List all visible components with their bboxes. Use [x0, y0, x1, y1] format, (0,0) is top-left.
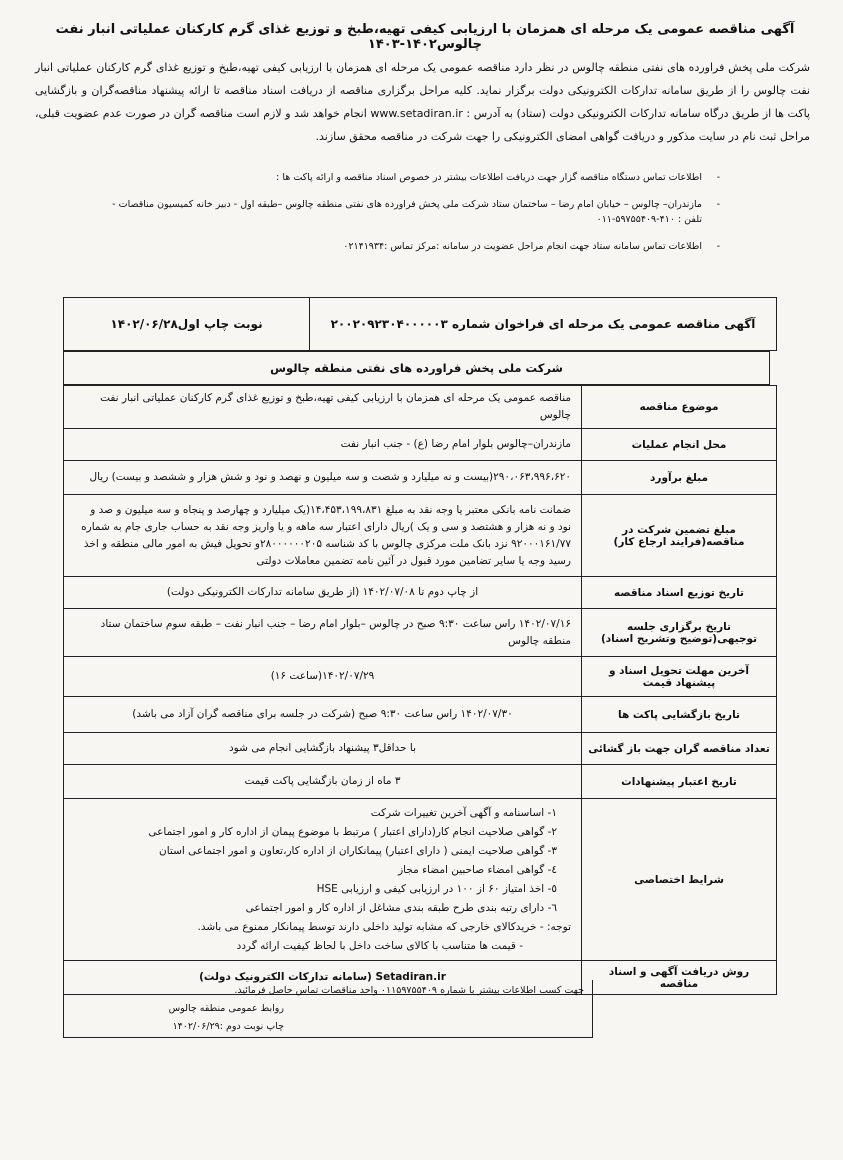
notice-header-box [63, 297, 777, 351]
footer-box [63, 980, 593, 1038]
tender-number-title: آگهی مناقصه عمومی یک مرحله ای فراخوان شماره ۲۰۰۲۰۹۲۳۰۴۰۰۰۰۰۳ [309, 298, 776, 350]
conditions-note-1: توجه: - خریدکالای خارجی که مشابه تولید داخلی دارند توسط پیمانکار ممنوع می باشد. [197, 920, 571, 933]
list-item: ٤- گواهی امضاء صاحبین امضاء مجاز [398, 863, 557, 876]
row-label: محل انجام عملیات [582, 429, 777, 461]
list-item: ۱- اساسنامه و آگهی آخرین تغییرات شرکت [370, 806, 557, 819]
contact-item-text: اطلاعات تماس دستگاه مناقصه گزار جهت دریافت اطلاعات بیشتر در خصوص اسناد مناقصه و ارائه پاکت ها : [276, 172, 702, 183]
row-label: آخرین مهلت تحویل اسناد و پیشنهاد قیمت [582, 657, 777, 697]
row-label: تاریخ اعتبار پیشنهادات [582, 765, 777, 799]
row-value: با حداقل۳ پیشنهاد بازگشایی انجام می شود [64, 733, 582, 765]
row-label: تاریخ توزیع اسناد مناقصه [582, 577, 777, 609]
contact-address-text: - مازندران– چالوس – خیابان امام رضا – ساختمان ستاد شرکت ملی پخش فراورده های نفتی منطقه چالوس –طبقه اول - دبیر خانه کمیسیون مناقصات - [112, 199, 702, 210]
row-value: ۳ ماه از زمان بازگشایی پاکت قیمت [64, 765, 582, 799]
second-print-date: چاپ نوبت دوم :۱۴۰۲/۰۶/۲۹ [172, 1021, 284, 1032]
table-row [64, 429, 777, 461]
row-label: تاریخ بازگشایی پاکت ها [582, 697, 777, 733]
table-row [64, 733, 777, 765]
conditions-cell [64, 799, 582, 961]
intro-paragraph: شرکت ملی پخش فراورده های نفتی منطقه چالوس در نظر دارد مناقصه عمومی یک مرحله ای همزمان با ارزیابی کیفی تهیه،طبخ و توزیع غذای گرم کارکنان عملیاتی انبار نفت چالوس را از طریق سامانه تدارکات الکترونیکی دولت برگزار نماید. کلیه مراحل برگزاری مناقصه از دریافت اسناد مناقصه تا ارائه پیشنهاد مناقصه‌گران و بازگشایی پاکت ها از طریق درگاه سامانه تدارکات الکترونیکی دولت (ستاد) به آدرس : www.setadiran.ir انجام خواهد شد و لازم است مناقصه گران در صورت عدم عضویت قبلی، مراحل ثبت نام در سایت مذکور و دریافت گواهی امضای الکترونیکی را جهت شرکت در مناقصه محقق سازند. [35, 61, 810, 143]
table-row [64, 799, 777, 961]
row-label: موضوع مناقصه [582, 386, 777, 429]
row-value: از چاپ دوم تا ۱۴۰۲/۰۷/۰۸ (از طریق سامانه تدارکات الکترونیکی دولت) [64, 577, 582, 609]
table-row [64, 609, 777, 657]
row-label: تاریخ برگزاری جلسه توجیهی(توضیح وتشریح اسناد) [582, 609, 777, 657]
contact-item-text: اطلاعات تماس سامانه ستاد جهت انجام مراحل عضویت در سامانه :مرکز تماس :۰۲۱۴۱۹۳۴ [343, 241, 702, 252]
row-value: ضمانت نامه بانکی معتبر یا وجه نقد به مبلغ ۱۴،۴۵۳،۱۹۹،۸۳۱(یک میلیارد و چهارصد و پنجاه و سه میلیون و صد و نود و نه هزار و هشتصد و سی و یک )ریال دارای اعتبار سه ماهه و یا واریز وجه نقد به حساب جاری جام به شماره ۹۲۰۰۰۱۶۱/۷۷ نزد بانک ملت مرکزی چالوس با کد شناسه ۲۸۰۰۰۰۰۰۲۰۵و تحویل فیش به امور مالی منطقه و اخذ رسید وجه یا سایر تضامین مورد قبول در آئین نامه تضمین معاملات دولتی [64, 495, 582, 577]
row-label: شرایط اختصاصی [582, 799, 777, 961]
table-row [64, 461, 777, 495]
contact-item-organizer [110, 170, 720, 185]
row-label: مبلغ برآورد [582, 461, 777, 495]
table-row [64, 577, 777, 609]
contact-phone-text: تلفن : ۴۱۰-۵۹۷۵۵۴۰۹-۰۱۱ [596, 214, 702, 225]
table-row [64, 765, 777, 799]
table-row [64, 657, 777, 697]
conditions-note-2: - قیمت ها متناسب با کالای ساخت داخل با لحاظ کیفیت ارائه گردد [236, 939, 523, 952]
footer-contact-line: جهت کسب اطلاعات بیشتر با شماره ۰۱۱۵۹۷۵۵۴۰۹ واحد مناقصات تماس حاصل فرمائید. [234, 985, 584, 996]
company-name-box: شرکت ملی پخش فراورده های نفتی منطقه چالوس [63, 351, 770, 385]
contact-item-setad [110, 239, 720, 254]
table-row [64, 697, 777, 733]
row-value: مازندران–چالوس بلوار امام رضا (ع) - جنب انبار نفت [64, 429, 582, 461]
row-label: روش دریافت آگهی و اسناد مناقصه [582, 961, 777, 995]
tender-details-table [63, 385, 777, 995]
list-item: ۲- گواهی صلاحیت انجام کار(دارای اعتبار ) مرتبط با موضوع پیمان از اداره کار و امور اجتماعی [148, 825, 557, 838]
row-value: ۱۴۰۲/۰۷/۲۹(ساعت ۱۶) [64, 657, 582, 697]
row-value: مناقصه عمومی یک مرحله ای همزمان با ارزیابی کیفی تهیه،طبخ و توزیع غذای گرم کارکنان عملیاتی انبار نفت چالوس [64, 386, 582, 429]
row-value: Setadiran.ir (سامانه تدارکات الکترونیک دولت) [64, 961, 582, 995]
table-row [64, 386, 777, 429]
table-row [64, 495, 777, 577]
row-label: تعداد مناقصه گران جهت باز گشائی [582, 733, 777, 765]
page-title: آگهی مناقصه عمومی یک مرحله ای همزمان با ارزیابی کیفی تهیه،طبخ و توزیع غذای گرم کارکنان عملیاتی انبار نفت چالوس۱۴۰۲-۱۴۰۳ [55, 22, 795, 52]
row-value: ۲۹۰،۰۶۳،۹۹۶،۶۲۰(بیست و نه میلیارد و شصت و سه میلیون و نهصد و نود و شش هزار و ششصد و بیست) ریال [64, 461, 582, 495]
list-item: ٦- دارای رتبه بندی طرح طبقه بندی مشاغل از اداره کار و امور اجتماعی [245, 901, 557, 914]
contact-item-address [110, 197, 720, 227]
row-value: ۱۴۰۲/۰۷/۳۰ راس ساعت ۹:۳۰ صبح (شرکت در جلسه برای مناقصه گران آزاد می باشد) [64, 697, 582, 733]
row-label: مبلغ تضمین شرکت در مناقصه(فرایند ارجاع کار) [582, 495, 777, 577]
public-relations-signature: روابط عمومی منطقه چالوس [168, 1003, 284, 1014]
row-value: ۱۴۰۲/۰۷/۱۶ راس ساعت ۹:۳۰ صبح در چالوس –بلوار امام رضا – جنب انبار نفت – طبقه سوم ساختمان ستاد منطقه چالوس [64, 609, 582, 657]
list-item: ٥- اخذ امتیاز ۶۰ از ۱۰۰ در ارزیابی کیفی و ارزیابی HSE [316, 882, 557, 895]
contact-list [110, 170, 720, 266]
list-item: ۳- گواهی صلاحیت ایمنی ( دارای اعتبار) پیمانکاران از اداره کار،تعاون و امور اجتماعی استان [159, 844, 557, 857]
first-print-date: نوبت چاپ اول۱۴۰۲/۰۶/۲۸ [110, 317, 263, 331]
conditions-list [74, 804, 571, 918]
